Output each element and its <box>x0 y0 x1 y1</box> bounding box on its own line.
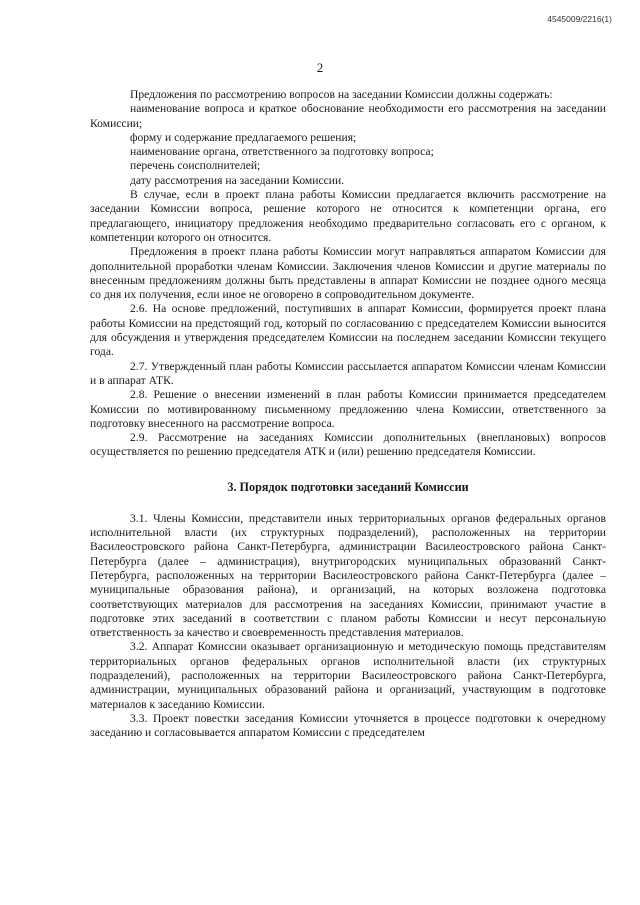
paragraph-2-7: 2.7. Утвержденный план работы Комиссии рассылается аппаратом Комиссии членам Комиссии и в аппарат АТК. <box>90 359 606 387</box>
page-number: 2 <box>316 60 324 75</box>
paragraph-competence: В случае, если в проект плана работы Комиссии предлагается включить рассмотрение на заседании Комиссии вопроса, решение которого не относится к компетенции органа, его предлагающего, инициатору предложения необходимо предварительно согласовать его с органом, к компетенции которого он относится. <box>90 188 606 244</box>
list-item: дату рассмотрения на заседании Комиссии. <box>130 173 345 187</box>
paragraph-2-9: 2.9. Рассмотрение на заседаниях Комиссии дополнительных (внеплановых) вопросов осуществляется по решению председателя АТК и (или) решению председателя Комиссии. <box>90 431 606 459</box>
section-title: 3. Порядок подготовки заседаний Комиссии <box>227 479 469 494</box>
document-body <box>90 88 606 740</box>
paragraph-3-3: 3.3. Проект повестки заседания Комиссии уточняется в процессе подготовки к очередному заседанию и согласовывается аппаратом Комиссии с председателем <box>90 711 606 740</box>
paragraph-2-8: 2.8. Решение о внесении изменений в план работы Комиссии принимается председателем Комиссии по мотивированному письменному предложению члена Комиссии, ответственного за подготовку внесенного на рассмотрение вопроса. <box>90 388 606 430</box>
paragraph-proposals: Предложения в проект плана работы Комиссии могут направляться аппаратом Комиссии для дополнительной проработки членам Комиссии. Заключения членов Комиссии и другие материалы по внесенным предложениям должны быть представлены в аппарат Комиссии не позднее одного месяца со дня их получения, если иное не оговорено в сопроводительном документе. <box>90 245 606 302</box>
paragraph-2-6: 2.6. На основе предложений, поступивших в аппарат Комиссии, формируется проект плана работы Комиссии на предстоящий год, который по согласованию с председателем Комиссии выносится для обсуждения и утверждения председателем Комиссии на последнем заседании Комиссии текущего года. <box>90 302 606 359</box>
intro-paragraph: Предложения по рассмотрению вопросов на заседании Комиссии должны содержать: <box>130 88 553 101</box>
list-item: перечень соисполнителей; <box>130 159 261 173</box>
list-item: наименование вопроса и краткое обоснование необходимости его рассмотрения на заседании Комиссии; <box>90 102 606 130</box>
paragraph-3-2: 3.2. Аппарат Комиссии оказывает организационную и методическую помощь представителям территориальных органов федеральных органов исполнительной власти (их структурных подразделений), расположенных на территории Василеостровского района Санкт-Петербурга, администрации, муниципальных образований района и организаций, участвующим в подготовке материалов к заседанию Комиссии. <box>90 640 606 711</box>
list-item: форму и содержание предлагаемого решения; <box>130 130 357 144</box>
list-item: наименование органа, ответственного за подготовку вопроса; <box>130 145 434 159</box>
document-id: 4545009/2216(1) <box>547 14 612 24</box>
paragraph-3-1: 3.1. Члены Комиссии, представители иных территориальных органов федеральных органов исполнительной власти (их структурных подразделений), расположенных на территории Василеостровского района Санкт-Петербурга, администрации Василеостровского района Санкт-Петербурга (далее – администрация), внутригородских муниципальных образований Санкт-Петербурга, расположенных на территории Василеостровского района Санкт-Петербурга (далее – муниципальные образования района), и организаций, на которых возложена подготовка соответствующих материалов для рассмотрения на заседаниях Комиссии, принимают участие в подготовке этих заседаний в соответствии с планом работы Комиссии и несут персональную ответственность за качество и своевременность представления материалов. <box>90 511 606 640</box>
